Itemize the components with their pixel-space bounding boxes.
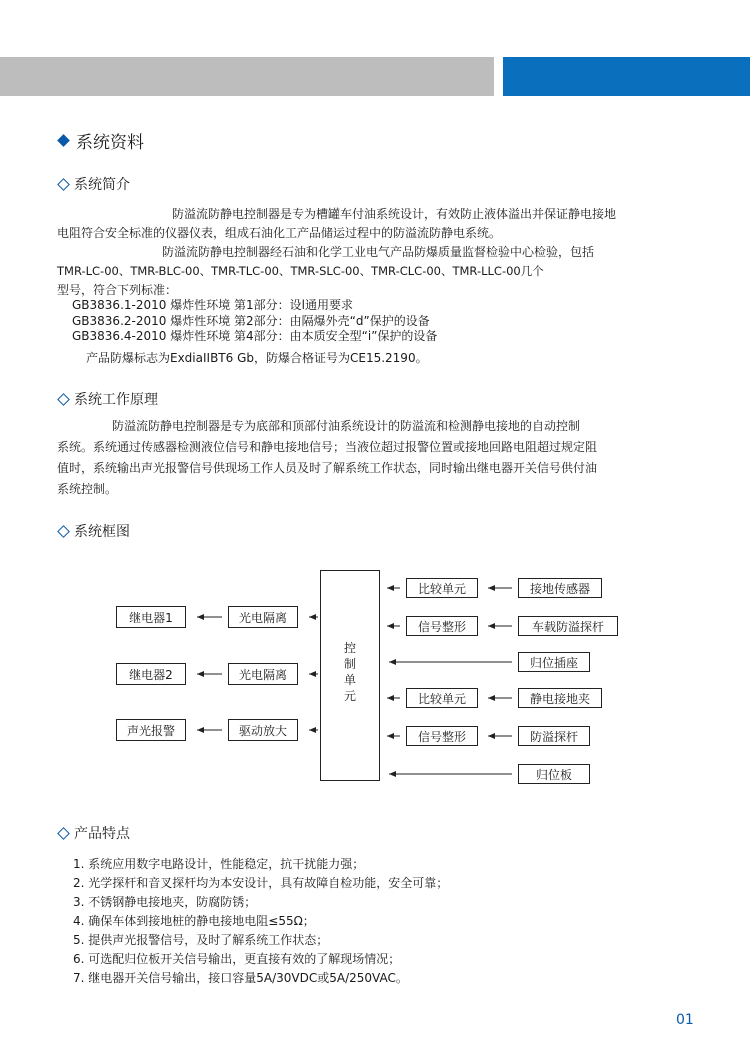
feature-item-4: 4. 确保车体到接地桩的静电接地电阻≤55Ω； [73, 914, 315, 928]
page-number: 01 [676, 1012, 694, 1028]
intro-line-4: TMR-LC-00、TMR-BLC-00、TMR-TLC-00、TMR-SLC-00、TMR-CLC-00、TMR-LLC-00几个 [57, 264, 544, 278]
standard-1: GB3836.1-2010 爆炸性环境 第1部分：设l通用要求 [72, 298, 353, 312]
principle-line-1: 防溢流防静电控制器是专为底部和顶部付油系统设计的防溢流和检测静电接地的自动控制 [112, 419, 581, 433]
intro-line-5: 型号，符合下列标准： [57, 283, 178, 297]
feature-item-1: 1. 系统应用数字电路设计，性能稳定，抗干扰能力强； [73, 857, 365, 871]
feature-item-5: 5. 提供声光报警信号，及时了解系统工作状态； [73, 933, 329, 947]
feature-item-3: 3. 不锈钢静电接地夹，防腐防锈； [73, 895, 257, 909]
intro-line-2: 电阻符合安全标准的仪器仪表，组成石油化工产品储运过程中的防溢流防静电系统。 [57, 226, 502, 240]
driver-isolation-1: 光电隔离 [228, 606, 298, 628]
section-heading-principle-text: 系统工作原理 [74, 392, 158, 408]
control-unit-label: 控制单元 [343, 641, 356, 703]
section-heading-features [57, 823, 130, 843]
sensor-return-socket: 归位插座 [518, 652, 590, 672]
main-heading-text: 系统资料 [76, 133, 144, 153]
intro-line-1: 防溢流防静电控制器是专为槽罐车付油系统设计，有效防止液体溢出并保证静电接地 [172, 207, 617, 221]
principle-line-2: 系统。系统通过传感器检测液位信号和静电接地信号；当液位超过报警位置或接地回路电阻超过规定阻 [57, 440, 598, 454]
sensor-overfill-probe: 防溢探杆 [518, 726, 590, 746]
output-relay-2: 继电器2 [116, 663, 186, 685]
processor-compare-1: 比较单元 [406, 578, 478, 598]
output-alarm: 声光报警 [116, 719, 186, 741]
processor-shaping-2: 信号整形 [406, 726, 478, 746]
explosion-mark: 产品防爆标志为ExdiaIIBT6 Gb，防爆合格证号为CE15.2190。 [86, 351, 428, 365]
section-heading-intro-text: 系统简介 [74, 177, 130, 193]
outline-diamond-icon [57, 827, 70, 840]
feature-item-7: 7. 继电器开关信号输出，接口容量5A/30VDC或5A/250VAC。 [73, 971, 408, 985]
standard-3: GB3836.4-2010 爆炸性环境 第4部分：由本质安全型“i”保护的设备 [72, 329, 438, 343]
feature-item-2: 2. 光学探杆和音叉探杆均为本安设计，具有故障自检功能，安全可靠； [73, 876, 449, 890]
sensor-ground: 接地传感器 [518, 578, 602, 598]
processor-compare-2: 比较单元 [406, 688, 478, 708]
sensor-return-plate: 归位板 [518, 764, 590, 784]
sensor-static-clamp: 静电接地夹 [518, 688, 602, 708]
section-heading-block-diagram-text: 系统框图 [74, 524, 130, 540]
feature-item-6: 6. 可选配归位板开关信号输出，更直接有效的了解现场情况； [73, 952, 401, 966]
principle-line-4: 系统控制。 [57, 482, 118, 496]
driver-isolation-2: 光电隔离 [228, 663, 298, 685]
section-heading-features-text: 产品特点 [74, 826, 130, 842]
intro-line-3: 防溢流防静电控制器经石油和化学工业电气产品防爆质量监督检验中心检验，包括 [162, 245, 595, 259]
principle-line-3: 值时，系统输出声光报警信号供现场工作人员及时了解系统工作状态，同时输出继电器开关信号供付油 [57, 461, 598, 475]
sensor-overfill-probe-vehicle: 车载防溢探杆 [518, 616, 618, 636]
processor-shaping-1: 信号整形 [406, 616, 478, 636]
output-relay-1: 继电器1 [116, 606, 186, 628]
driver-amplifier: 驱动放大 [228, 719, 298, 741]
standard-2: GB3836.2-2010 爆炸性环境 第2部分：由隔爆外壳“d”保护的设备 [72, 314, 430, 328]
